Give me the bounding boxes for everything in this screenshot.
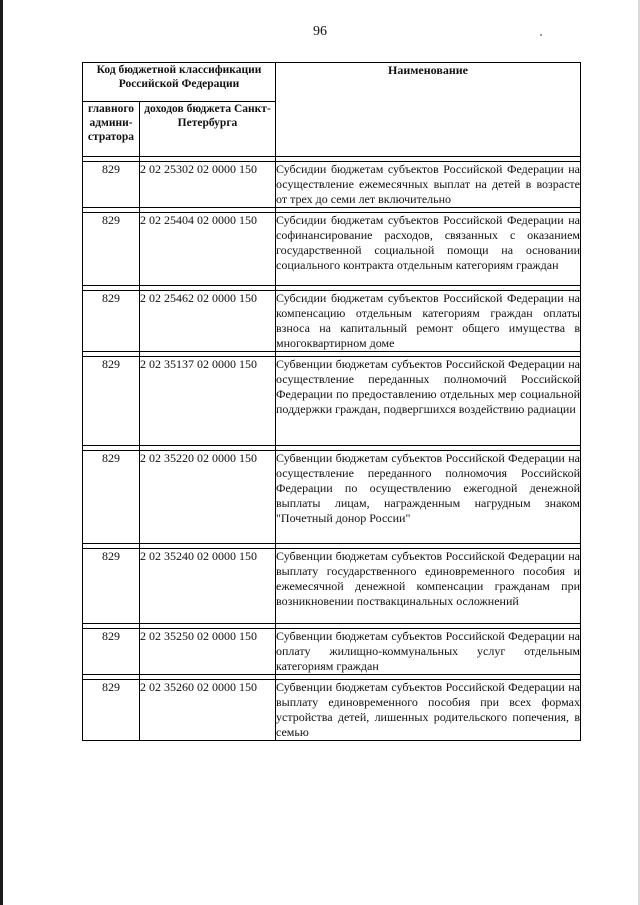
- income-code: 2 02 35240 02 0000 150: [140, 549, 276, 624]
- header-name: Наименование: [276, 63, 581, 157]
- table-row: [83, 629, 581, 675]
- admin-code: 829: [83, 291, 140, 352]
- income-code: 2 02 35220 02 0000 150: [140, 451, 276, 544]
- row-name: Субвенции бюджетам субъектов Российской Федерации на осуществление переданных полномочий Российской Федерации по предоставлению отдельных мер социальной поддержки граждан, подвергшихся воздействию радиации: [276, 357, 581, 446]
- row-name: Субвенции бюджетам субъектов Российской Федерации на оплату жилищно-коммунальных услуг отдельным категориям граждан: [276, 629, 580, 673]
- table-row: [83, 213, 581, 286]
- header-income: доходов бюджета Санкт-Петербурга: [140, 102, 276, 157]
- row-name: Субсидии бюджетам субъектов Российской Федерации на софинансирование расходов, связанных с оказанием государственной социальной помощи на основании социального контракта отдельным категориям граждан: [276, 213, 581, 286]
- admin-code: 829: [83, 629, 140, 675]
- table-row: [83, 357, 581, 446]
- row-name: Субвенции бюджетам субъектов Российской Федерации на выплату единовременного пособия при всех формах устройства детей, лишенных родительского попечения, в семью: [276, 680, 580, 739]
- income-code: 2 02 25404 02 0000 150: [140, 213, 276, 286]
- income-code: 2 02 35260 02 0000 150: [140, 680, 276, 741]
- income-code: 2 02 35250 02 0000 150: [140, 629, 276, 675]
- admin-code: 829: [83, 451, 140, 544]
- income-code: 2 02 35137 02 0000 150: [140, 357, 276, 446]
- table-row: [83, 549, 581, 624]
- page-number: 96: [313, 24, 327, 39]
- row-name: Субсидии бюджетам субъектов Российской Федерации на компенсацию отдельным категориям граждан оплаты взноса на капитальный ремонт общего имущества в многоквартирном доме: [276, 291, 580, 350]
- admin-code: 829: [83, 680, 140, 741]
- table-row: [83, 680, 581, 741]
- admin-code: 829: [83, 357, 140, 446]
- income-code: 2 02 25302 02 0000 150: [140, 162, 276, 208]
- table-row: [83, 451, 581, 544]
- table-header-row: [83, 63, 581, 102]
- row-name: Субсидии бюджетам субъектов Российской Федерации на осуществление ежемесячных выплат на детей в возрасте от трех до семи лет включительно: [276, 162, 580, 206]
- admin-code: 829: [83, 549, 140, 624]
- table-row: [83, 162, 581, 208]
- row-name: Субвенции бюджетам субъектов Российской Федерации на выплату государственного единовременного пособия и ежемесячной денежной компенсации гражданам при возникновении поствакцинальных осложнений: [276, 549, 581, 624]
- admin-code: 829: [83, 213, 140, 286]
- budget-classification-table: [82, 62, 581, 741]
- row-name: Субвенции бюджетам субъектов Российской Федерации на осуществление переданного полномочия Российской Федерации по осуществлению ежегодной денежной выплаты лицам, награжденным нагрудным знаком "Почетный донор России": [276, 451, 581, 544]
- table-row: [83, 291, 581, 352]
- scan-edge-left: [0, 0, 3, 905]
- income-code: 2 02 25462 02 0000 150: [140, 291, 276, 352]
- admin-code: 829: [83, 162, 140, 208]
- header-code-group: Код бюджетной классификации Российской Федерации: [83, 63, 276, 102]
- header-admin: главного админи-стратора: [83, 102, 140, 157]
